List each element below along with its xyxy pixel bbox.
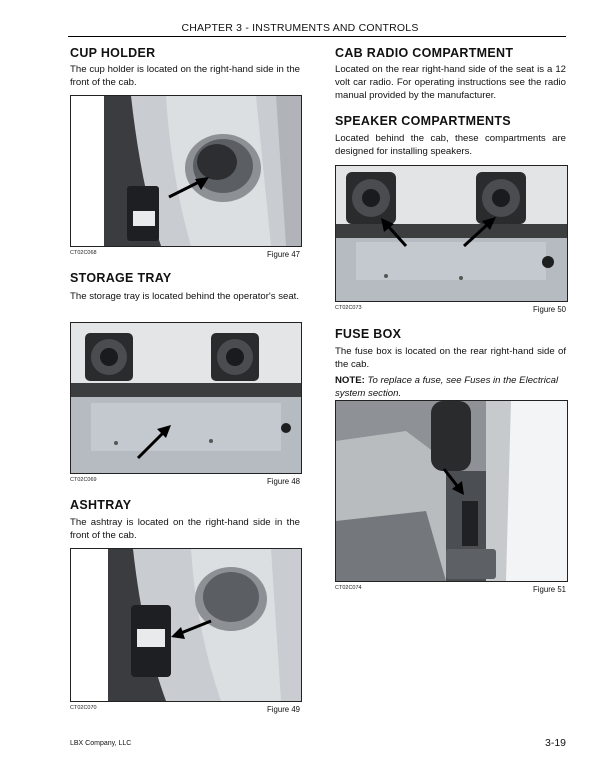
footer-company: LBX Company, LLC [70,740,132,747]
ashtray-heading: ASHTRAY [70,498,132,512]
chapter-header: CHAPTER 3 - INSTRUMENTS AND CONTROLS [181,22,419,34]
figure-48-code: CT02C069 [70,477,97,483]
ashtray-text: The ashtray is located on the right-hand side in the front of the cab. [70,517,300,541]
figure-48-label: Figure 48 [267,477,300,486]
storage-tray-heading: STORAGE TRAY [70,271,172,285]
figure-50-photo [335,165,568,302]
speaker-heading: SPEAKER COMPARTMENTS [335,114,511,128]
header-rule [68,36,566,37]
fuse-box-note [335,374,566,400]
cab-radio-text: Located on the rear right-hand side of the seat is a 12 volt car radio. For operating instructions see the radio manual provided by the manufacturer. [335,64,566,101]
fuse-box-text: The fuse box is located on the rear right-hand side of the cab. [335,346,566,370]
cup-holder-text: The cup holder is located on the right-hand side in the front of the cab. [70,64,300,88]
cup-holder-heading: CUP HOLDER [70,46,156,60]
cab-radio-heading: CAB RADIO COMPARTMENT [335,46,514,60]
figure-50-label: Figure 50 [533,305,566,314]
figure-48-photo [70,322,302,474]
page-number: 3-19 [544,737,566,749]
note-text: To replace a fuse, see Fuses in the Electrical system section. [335,375,559,399]
figure-51-photo [335,400,568,582]
fuse-box-heading: FUSE BOX [335,327,402,341]
figure-51-code: CT02C074 [335,585,362,591]
figure-51-label: Figure 51 [533,585,566,594]
figure-50-code: CT02C073 [335,305,362,311]
figure-47-label: Figure 47 [267,250,300,259]
storage-tray-text: The storage tray is located behind the operator's seat. [70,291,300,302]
figure-49-photo [70,548,302,702]
figure-49-label: Figure 49 [267,705,300,714]
speaker-text: Located behind the cab, these compartments are designed for installing speakers. [335,133,566,157]
figure-47-code: CT02C068 [70,250,97,256]
note-label: NOTE: [335,375,365,386]
figure-47-photo [70,95,302,247]
figure-49-code: CT02C070 [70,705,97,711]
